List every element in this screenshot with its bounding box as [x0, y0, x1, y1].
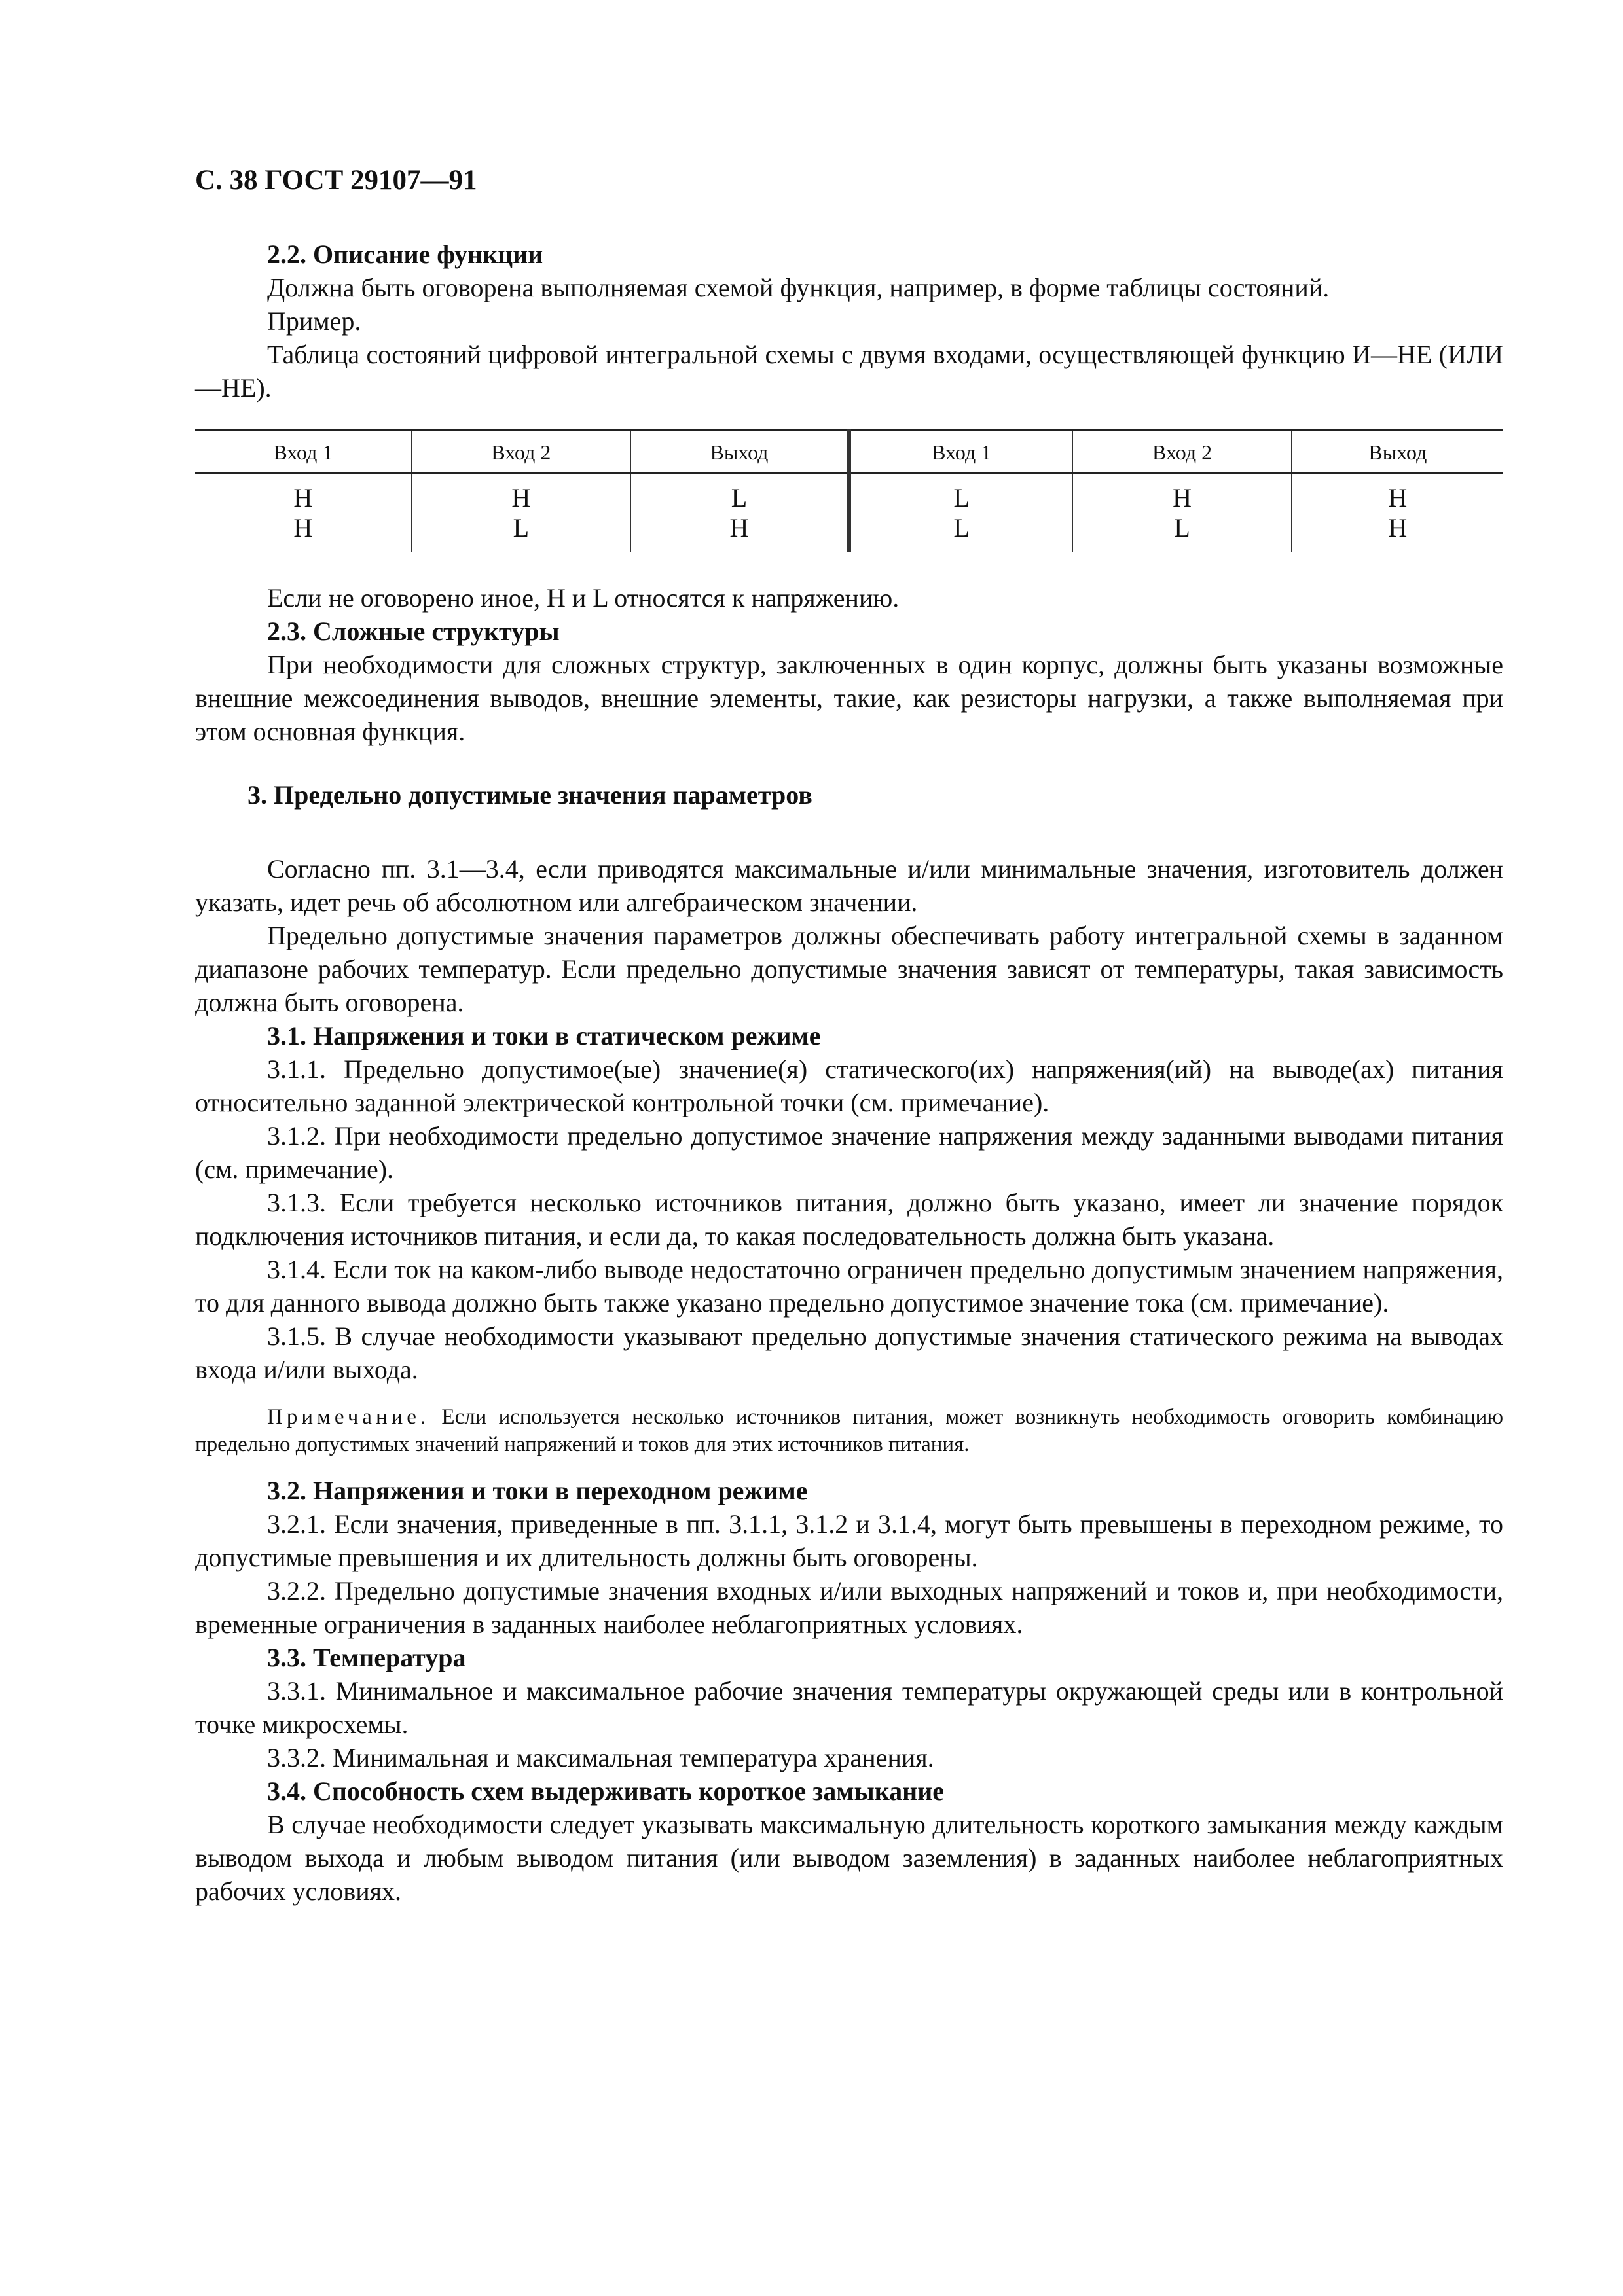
section-3-1-2: 3.1.2. При необходимости предельно допустимое значение напряжения между заданными выводами питания (см. примечание). [195, 1121, 1503, 1184]
table-cell: L [1072, 513, 1291, 552]
table-cell: H [1072, 473, 1291, 514]
table-cell: L [849, 513, 1072, 552]
note-label: Примечание. [267, 1405, 430, 1429]
table-cell: H [293, 483, 313, 512]
section-2-3-title: 2.3. Сложные структуры [267, 617, 560, 646]
section-3-paragraph-1: Согласно пп. 3.1—3.4, если приводятся максимальные и/или минимальные значения, изготовитель должен указать, идет речь об абсолютном или алгебраическом значении. [195, 854, 1503, 917]
section-2-2-title: 2.2. Описание функции [267, 240, 543, 269]
section-3-4-title: 3.4. Способность схем выдерживать короткое замыкание [267, 1776, 945, 1806]
section-3-3-title: 3.3. Температура [267, 1643, 466, 1672]
section-3-2-1: 3.2.1. Если значения, приведенные в пп. 3.1.1, 3.1.2 и 3.1.4, могут быть превышены в переходном режиме, то допустимые превышения и их длительность должны быть оговорены. [195, 1509, 1503, 1572]
section-3-3-1: 3.3.1. Минимальное и максимальное рабочие значения температуры окружающей среды или в контрольной точке микросхемы. [195, 1676, 1503, 1739]
table-cell: L [630, 473, 849, 514]
header-output-b: Выход [1292, 431, 1503, 473]
header-input-1-b: Вход 1 [849, 431, 1072, 473]
section-3-paragraph-2: Предельно допустимые значения параметров должны обеспечивать работу интегральной схемы в заданном диапазоне рабочих температур. Если предельно допустимые значения зависят от температуры, такая зависимость должна быть оговорена. [195, 921, 1503, 1017]
table-cell: H [412, 473, 630, 514]
section-3-2-title: 3.2. Напряжения и токи в переходном режиме [267, 1476, 808, 1505]
table-cell: L [849, 473, 1072, 514]
note-text: Если используется несколько источников питания, может возникнуть необходимость оговорить комбинацию предельно допустимых значений напряжений и токов для этих источников питания. [195, 1405, 1503, 1456]
section-3-4-paragraph-1: В случае необходимости следует указывать максимальную длительность короткого замыкания между каждым выводом выхода и любым выводом питания (или выводом заземления) в заданных наиболее неблагоприятных рабочих условиях. [195, 1810, 1503, 1906]
section-2-2-paragraph-1: Должна быть оговорена выполняемая схемой функция, например, в форме таблицы состояний. [267, 273, 1330, 302]
truth-table [195, 429, 1503, 552]
section-2-2-paragraph-3: Таблица состояний цифровой интегральной схемы с двумя входами, осуществляющей функцию И—НЕ (ИЛИ—НЕ). [195, 340, 1503, 403]
section-3-1-title: 3.1. Напряжения и токи в статическом режиме [267, 1021, 821, 1050]
truth-table-header-row [195, 431, 1503, 473]
table-cell: L [412, 513, 630, 552]
table-cell: H [293, 513, 313, 543]
table-cell: H [1292, 473, 1503, 514]
table-row [195, 513, 1503, 552]
header-input-2-b: Вход 2 [1072, 431, 1291, 473]
header-input-2: Вход 2 [412, 431, 630, 473]
note-paragraph [195, 1403, 1503, 1458]
header-input-1: Вход 1 [195, 431, 412, 473]
page-header: С. 38 ГОСТ 29107—91 [195, 165, 477, 196]
table-cell: H [1292, 513, 1503, 552]
section-3-1-5: 3.1.5. В случае необходимости указывают предельно допустимые значения статического режима на выводах входа и/или выхода. [195, 1321, 1503, 1384]
table-cell: H [630, 513, 849, 552]
section-2-2-example-label: Пример. [267, 306, 361, 336]
section-3-3-2: 3.3.2. Минимальная и максимальная температура хранения. [267, 1743, 934, 1772]
document-page [195, 164, 1503, 1908]
table-row [195, 473, 1503, 514]
section-3-title: 3. Предельно допустимые значения параметров [247, 780, 812, 810]
section-2-3-paragraph-1: При необходимости для сложных структур, заключенных в один корпус, должны быть указаны возможные внешние межсоединения выводов, внешние элементы, такие, как резисторы нагрузки, а также выполняемая при этом основная функция. [195, 650, 1503, 746]
table-footnote: Если не оговорено иное, H и L относятся к напряжению. [267, 583, 900, 613]
section-3-2-2: 3.2.2. Предельно допустимые значения входных и/или выходных напряжений и токов и, при необходимости, временные ограничения в заданных наиболее неблагоприятных условиях. [195, 1576, 1503, 1639]
header-output: Выход [630, 431, 849, 473]
section-3-1-4: 3.1.4. Если ток на каком-либо выводе недостаточно ограничен предельно допустимым значением напряжения, то для данного вывода должно быть также указано предельно допустимое значение тока (см. примечание). [195, 1255, 1503, 1318]
section-3-1-3: 3.1.3. Если требуется несколько источников питания, должно быть указано, имеет ли значение порядок подключения источников питания, и если да, то какая последовательность должна быть указана. [195, 1188, 1503, 1251]
section-3-1-1: 3.1.1. Предельно допустимое(ые) значение(я) статического(их) напряжения(ий) на выводе(ах) питания относительно заданной электрической контрольной точки (см. примечание). [195, 1054, 1503, 1117]
